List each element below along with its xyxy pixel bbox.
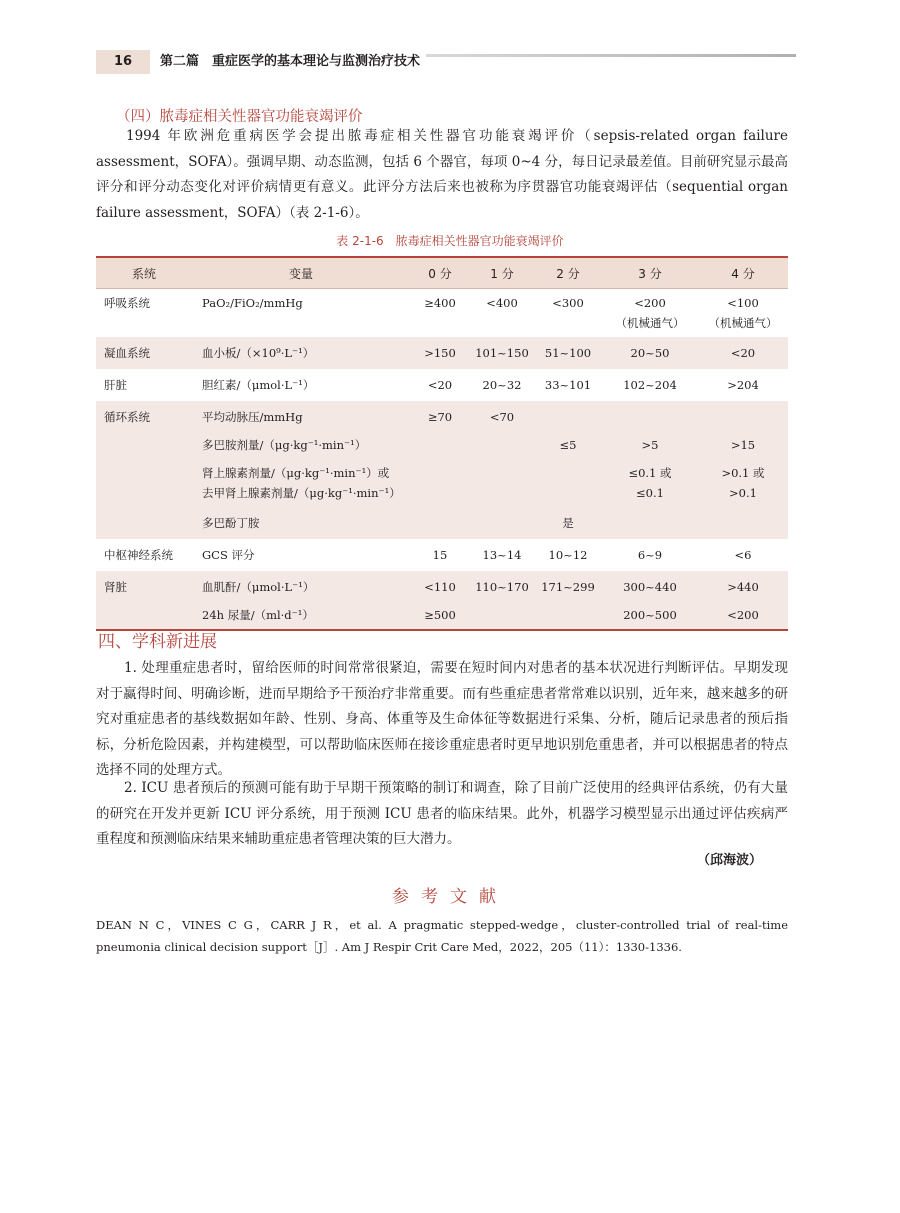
table-row (96, 571, 788, 601)
score-cell (410, 431, 470, 459)
system-cell (96, 601, 192, 630)
sofa-intro-paragraph: 1994 年欧洲危重病医学会提出脓毒症相关性器官功能衰竭评价（sepsis-related organ failure assessment，SOFA）。强调早期、动态监测，包括 6 个器官，每项 0~4 分，每日记录最差值。目前研究显示最高评分和评分动态变化对评价病情更有意义。此评分方法后来也被称为序贯器官功能衰竭评估（sequential organ failure assessment，SOFA）（表 2-1-6）。 (96, 128, 788, 221)
score-cell: <20 (698, 337, 788, 369)
reference-item: DEAN N C，VINES C G，CARR J R，et al. A pragmatic stepped-wedge，cluster-controlled trial of real-time pneumonia clinical decision support［J］. Am J Respir Crit Care Med，2022，205（11）：1330-1336. (96, 918, 788, 954)
score-cell (410, 507, 470, 539)
table-row (96, 289, 788, 314)
score-cell: <110 (410, 571, 470, 601)
part-title: 第二篇 重症医学的基本理论与监测治疗技术 (160, 54, 421, 69)
table-header-row (96, 257, 788, 289)
score-cell: 171~299 (534, 571, 602, 601)
score-cell: ≥400 (424, 296, 456, 310)
header-cell: 0 分 (410, 257, 470, 289)
table-row (96, 539, 788, 571)
score-cell: ≤5 (534, 431, 602, 459)
header-cell: 变量 (192, 257, 410, 289)
header-cell: 3 分 (602, 257, 698, 289)
score-cell: 6~9 (637, 548, 663, 562)
score-cell (602, 401, 698, 431)
score-cell: （机械通气） (708, 316, 778, 330)
score-cell: 20~32 (482, 378, 522, 392)
score-cell: 101~150 (470, 337, 534, 369)
score-cell: <300 (552, 296, 584, 310)
score-cell (410, 313, 470, 337)
system-cell (96, 431, 192, 459)
score-cell (602, 507, 698, 539)
variable-cell: PaO₂/FiO₂/mmHg (202, 296, 303, 310)
score-cell: 15 (432, 548, 448, 562)
score-cell (470, 431, 534, 459)
system-cell: 凝血系统 (96, 337, 192, 369)
score-cell: ≥70 (410, 401, 470, 431)
score-cell (698, 401, 788, 431)
score-cell: >150 (410, 337, 470, 369)
score-cell: 200~500 (602, 601, 698, 630)
score-cell: <6 (734, 548, 752, 562)
score-cell: 20~50 (602, 337, 698, 369)
section-heading-progress: 四、学科新进展 (98, 632, 217, 652)
variable-cell: 血肌酐/（μmol·L⁻¹） (192, 571, 410, 601)
score-cell: <400 (486, 296, 518, 310)
score-cell: <100 (727, 296, 759, 310)
table-row (96, 483, 788, 507)
table-row (96, 313, 788, 337)
score-cell (410, 459, 470, 483)
variable-cell: 胆红素/（μmol·L⁻¹） (202, 378, 315, 392)
score-cell: （机械通气） (615, 316, 685, 330)
system-cell: 呼吸系统 (104, 296, 150, 310)
score-cell (470, 313, 534, 337)
table-caption: 表 2-1-6 脓毒症相关性器官功能衰竭评价 (336, 234, 564, 248)
score-cell: 102~204 (623, 378, 677, 392)
score-cell: 是 (534, 507, 602, 539)
variable-cell: GCS 评分 (202, 548, 255, 562)
score-cell: 33~101 (544, 378, 592, 392)
section-heading-sofa: （四）脓毒症相关性器官功能衰竭评价 (116, 109, 363, 125)
author-name: （邱海波） (696, 853, 762, 868)
score-cell (534, 401, 602, 431)
score-cell: <20 (427, 378, 453, 392)
table-row (96, 337, 788, 369)
score-cell (534, 483, 602, 507)
system-cell (96, 507, 192, 539)
progress-paragraph-2: 2. ICU 患者预后的预测可能有助于早期干预策略的制订和调查，除了目前广泛使用的经典评估系统，仍有大量的研究在开发并更新 ICU 评分系统，用于预测 ICU 患者的临床结果。此外，机器学习模型显示出通过评估疾病严重程度和预测临床结果来辅助重症患者管理决策的巨大潜力。 (96, 780, 788, 847)
score-cell: >440 (698, 571, 788, 601)
system-cell (96, 483, 192, 507)
table-row (96, 507, 788, 539)
score-cell: ≤0.1 或 (602, 459, 698, 483)
score-cell (534, 313, 602, 337)
table-row (96, 459, 788, 483)
score-cell: ≤0.1 (602, 483, 698, 507)
header-cell: 4 分 (698, 257, 788, 289)
score-cell (534, 459, 602, 483)
score-cell: >15 (698, 431, 788, 459)
sofa-table (96, 256, 788, 631)
system-cell: 循环系统 (96, 401, 192, 431)
variable-cell: 24h 尿量/（ml·d⁻¹） (192, 601, 410, 630)
table-row (96, 401, 788, 431)
system-cell: 中枢神经系统 (104, 548, 173, 562)
score-cell: <70 (470, 401, 534, 431)
table-row (96, 431, 788, 459)
score-cell (410, 483, 470, 507)
header-rule (426, 54, 796, 57)
system-cell: 肾脏 (96, 571, 192, 601)
score-cell (470, 601, 534, 630)
score-cell: 110~170 (470, 571, 534, 601)
score-cell: <200 (634, 296, 666, 310)
variable-cell: 肾上腺素剂量/（μg·kg⁻¹·min⁻¹）或 (192, 459, 410, 483)
header-cell: 系统 (96, 257, 192, 289)
header-cell: 2 分 (534, 257, 602, 289)
score-cell: 300~440 (602, 571, 698, 601)
score-cell: >204 (727, 378, 759, 392)
variable-cell: 去甲肾上腺素剂量/（μg·kg⁻¹·min⁻¹） (192, 483, 410, 507)
system-cell (96, 459, 192, 483)
score-cell: ≥500 (410, 601, 470, 630)
variable-cell: 血小板/（×10⁹·L⁻¹） (192, 337, 410, 369)
score-cell: <200 (698, 601, 788, 630)
score-cell: 51~100 (534, 337, 602, 369)
score-cell (534, 601, 602, 630)
variable-cell: 多巴胺剂量/（μg·kg⁻¹·min⁻¹） (192, 431, 410, 459)
system-cell: 肝脏 (104, 378, 127, 392)
score-cell (470, 459, 534, 483)
page-header (96, 50, 796, 74)
variable-cell: 多巴酚丁胺 (192, 507, 410, 539)
variable-cell (192, 313, 410, 337)
score-cell: 13~14 (482, 548, 522, 562)
score-cell (470, 507, 534, 539)
table-row (96, 601, 788, 630)
page-number: 16 (96, 50, 150, 74)
progress-paragraph-1: 1. 处理重症患者时，留给医师的时间常常很紧迫，需要在短时间内对患者的基本状况进行判断评估。早期发现对于赢得时间、明确诊断，进而早期给予干预治疗非常重要。而有些重症患者常常难以识别，近年来，越来越多的研究对重症患者的基线数据如年龄、性别、身高、体重等及生命体征等数据进行采集、分析，随后记录患者的预后指标，分析危险因素，并构建模型，可以帮助临床医师在接诊重症患者时更早地识别危重患者，并可以根据患者的特点选择不同的处理方式。 (96, 660, 788, 778)
score-cell: >0.1 或 (698, 459, 788, 483)
references-title: 参考文献 (392, 887, 508, 907)
variable-cell: 平均动脉压/mmHg (192, 401, 410, 431)
system-cell (96, 313, 192, 337)
score-cell (698, 507, 788, 539)
score-cell (470, 483, 534, 507)
score-cell: >0.1 (698, 483, 788, 507)
table-row (96, 369, 788, 401)
header-cell: 1 分 (470, 257, 534, 289)
score-cell: >5 (602, 431, 698, 459)
score-cell: 10~12 (548, 548, 588, 562)
